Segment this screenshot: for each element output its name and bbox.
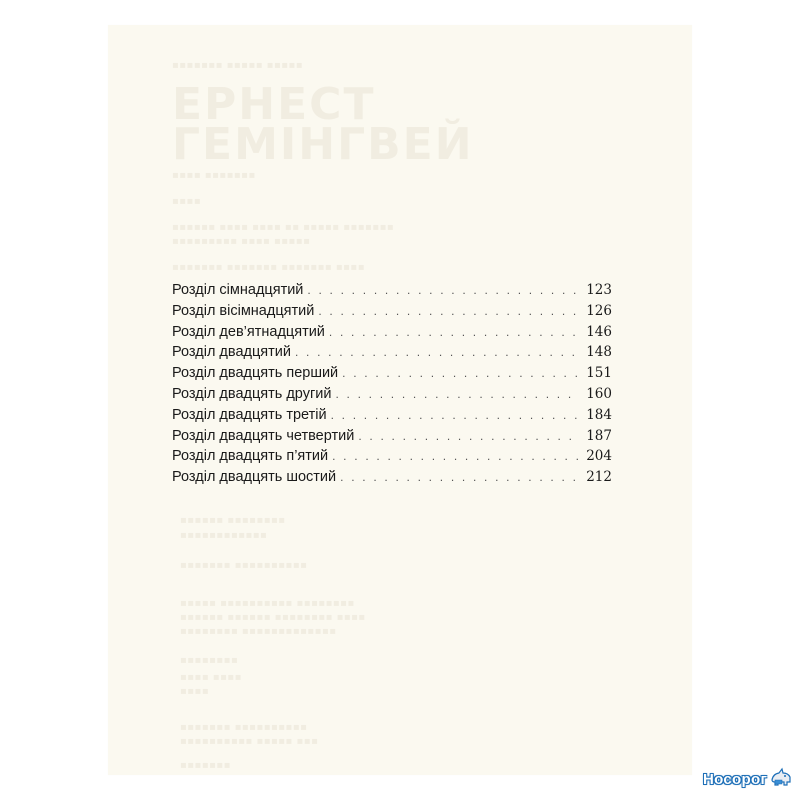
toc-entry-page: 160 [586, 385, 612, 402]
nosorog-watermark [703, 767, 792, 792]
ghost-line: ▪▪▪▪▪▪▪▪▪▪ ▪▪▪▪▪ ▪▪▪ [180, 736, 319, 747]
toc-leader-dots [331, 408, 581, 422]
toc-leader-dots [332, 449, 580, 463]
toc-leader-dots [340, 470, 580, 484]
ghost-line: ▪▪▪▪▪▪▪ ▪▪▪▪▪▪▪ ▪▪▪▪▪▪▪ ▪▪▪▪ [172, 262, 365, 273]
ghost-line: ▪▪▪▪▪▪▪ [180, 760, 231, 771]
toc-entry-page: 148 [586, 344, 612, 361]
watermark-text: Носорог [703, 771, 767, 788]
toc-leader-dots [358, 429, 580, 443]
toc-entry-title: Розділ двадцять другий [172, 385, 332, 402]
ghost-line: ▪▪▪▪ ▪▪▪▪ [180, 672, 242, 683]
ghost-line: ▪▪▪▪ [180, 686, 210, 697]
toc-leader-dots [307, 283, 580, 297]
toc-leader-dots [335, 387, 580, 401]
toc-entry [172, 469, 612, 490]
toc-entry-title: Розділ двадцять четвертий [172, 427, 355, 444]
toc-entry-page: 204 [586, 448, 612, 465]
toc-entry [172, 407, 612, 428]
ghost-line: ▪▪▪▪ [172, 196, 202, 207]
toc-entry-title: Розділ сімнадцятий [172, 282, 304, 298]
ghost-line: ▪▪▪▪▪▪▪▪▪ ▪▪▪▪ ▪▪▪▪▪ [172, 236, 311, 247]
toc-entry-page: 212 [586, 469, 612, 486]
toc-leader-dots [342, 366, 580, 380]
toc-entry-page: 184 [586, 406, 612, 423]
ghost-line: ▪▪▪▪▪▪ ▪▪▪▪ ▪▪▪▪ ▪▪ ▪▪▪▪▪ ▪▪▪▪▪▪▪ [172, 222, 395, 233]
toc-entry-title: Розділ двадцять перший [172, 365, 339, 382]
toc-entry [172, 365, 612, 386]
toc-entry [172, 344, 612, 365]
toc-entry-page: 123 [586, 282, 612, 298]
toc-entry [172, 282, 612, 303]
toc-entry [172, 428, 612, 449]
ghost-line: ▪▪▪▪▪▪ ▪▪▪▪▪▪▪▪ [180, 515, 286, 526]
ghost-author-last-name: ГЕМІНГВЕЙ [172, 119, 474, 170]
toc-leader-dots [318, 304, 580, 318]
ghost-line: ▪▪▪▪▪▪▪ ▪▪▪▪▪▪▪▪▪▪ [180, 560, 308, 571]
toc-entry-page: 187 [586, 427, 612, 444]
rhino-icon [770, 767, 792, 792]
ghost-line: ▪▪▪▪ ▪▪▪▪▪▪▪ [172, 170, 256, 181]
toc-entry-title: Розділ двадцять шостий [172, 469, 337, 486]
toc-entry [172, 303, 612, 324]
toc-entry-title: Розділ двадцять п’ятий [172, 448, 329, 465]
toc-entry-title: Розділ дев’ятнадцятий [172, 323, 325, 340]
ghost-series-line: ▪▪▪▪▪▪▪ ▪▪▪▪▪ ▪▪▪▪▪ [172, 60, 304, 71]
ghost-line: ▪▪▪▪▪▪▪▪ [180, 655, 239, 666]
ghost-line: ▪▪▪▪▪▪ ▪▪▪▪▪▪ ▪▪▪▪▪▪▪▪ ▪▪▪▪ [180, 612, 366, 623]
toc-entry-page: 126 [586, 302, 612, 319]
ghost-line: ▪▪▪▪▪ ▪▪▪▪▪▪▪▪▪▪ ▪▪▪▪▪▪▪▪ [180, 598, 355, 609]
toc-entry [172, 324, 612, 345]
toc-leader-dots [329, 325, 580, 339]
toc-entry [172, 386, 612, 407]
toc-entry [172, 448, 612, 469]
ghost-line: ▪▪▪▪▪▪▪▪▪▪▪▪ [180, 530, 268, 541]
toc-entry-page: 151 [586, 365, 612, 382]
toc-entry-page: 146 [586, 323, 612, 340]
toc-entry-title: Розділ двадцять третій [172, 406, 327, 423]
toc-entry-title: Розділ вісімнадцятий [172, 302, 315, 319]
toc-entry-title: Розділ двадцятий [172, 344, 291, 361]
ghost-line: ▪▪▪▪▪▪▪▪ ▪▪▪▪▪▪▪▪▪▪▪▪▪ [180, 626, 337, 637]
table-of-contents [172, 282, 612, 490]
ghost-line: ▪▪▪▪▪▪▪ ▪▪▪▪▪▪▪▪▪▪ [180, 722, 308, 733]
ghost-author-first-name: ЕРНЕСТ [172, 79, 376, 130]
toc-leader-dots [295, 345, 580, 359]
